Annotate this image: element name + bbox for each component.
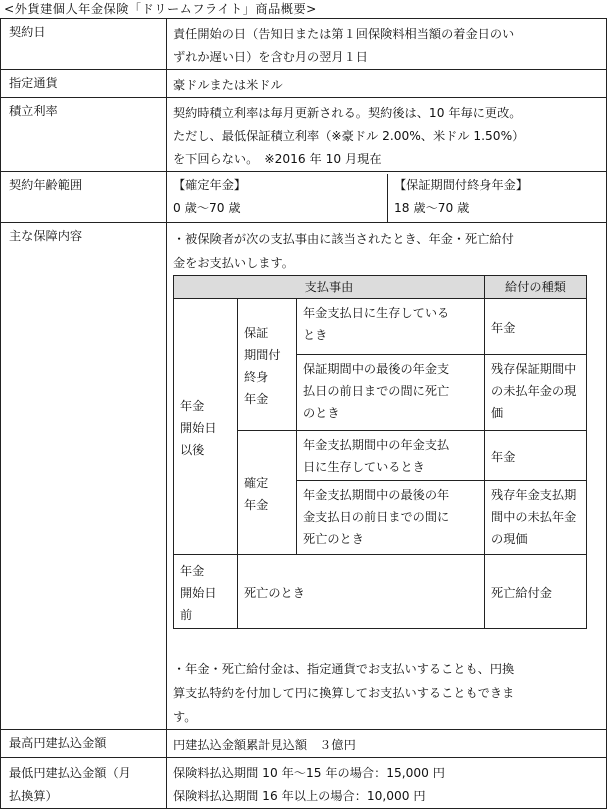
label-age-range: 契約年齢範囲 [1,172,167,223]
age-life-value: 18 歳～70 歳 [394,201,470,215]
age-fixed-head: 【確定年金】 [173,178,247,192]
row-min-premium [1,758,607,809]
reason-before-start-death: 死亡のとき [238,555,485,629]
before-start-label: 年金 開始日 前 [174,555,238,629]
coverage-note: す。 [173,710,197,724]
rate-line: ただし、最低保証積立利率（※豪ドル 2.00%、米ドル 1.50%） [173,129,525,143]
row-contract-date [1,19,607,70]
payout-head-reason: 支払事由 [174,276,485,299]
label-contract-date: 契約日 [1,19,167,70]
row-max-premium [1,730,607,758]
type-fixed-death: 残存年金支払期 間中の未払年金 の現価 [485,481,587,555]
value-rate [167,98,607,172]
value-min-premium [167,758,607,809]
type-guaranteed-death: 残存保証期間中 の未払年金の現 価 [485,355,587,431]
value-max-premium: 円建払込金額累計見込額 ３億円 [167,730,607,758]
page-title: <外貨建個人年金保険「ドリームフライト」商品概要> [4,2,317,16]
contract-date-line: 責任開始の日（告知日または第１回保険料相当額の着金日のい [173,27,515,41]
payout-table [173,275,587,629]
reason-guaranteed-death: 保証期間中の最後の年金支 払日の前日までの間に死亡 のとき [297,355,485,431]
value-coverage [167,223,607,730]
row-age-range [1,172,607,223]
value-currency: 豪ドルまたは米ドル [167,70,607,98]
payout-head-type: 給付の種類 [485,276,587,299]
age-life-annuity [388,174,606,222]
coverage-intro: 金をお支払いします。 [173,256,294,270]
label-min-premium: 最低円建払込金額（月 払換算） [1,758,167,809]
coverage-intro: ・被保険者が次の支払事由に該当されたとき、年金・死亡給付 [173,232,514,246]
label-max-premium: 最高円建払込金額 [1,730,167,758]
fixed-annuity-label: 確定 年金 [238,431,297,555]
age-life-head: 【保証期間付終身年金】 [394,178,529,192]
type-guaranteed-alive: 年金 [485,299,587,355]
reason-guaranteed-alive: 年金支払日に生存している とき [297,299,485,355]
reason-fixed-death: 年金支払期間中の最後の年 金支払日の前日までの間に 死亡のとき [297,481,485,555]
product-summary-table [0,18,607,809]
row-coverage [1,223,607,730]
label-currency: 指定通貨 [1,70,167,98]
min-premium-line: 保険料払込期間 10 年～15 年の場合：15,000 円 [173,766,445,780]
min-premium-line: 保険料払込期間 16 年以上の場合：10,000 円 [173,789,426,803]
type-fixed-alive: 年金 [485,431,587,481]
guaranteed-annuity-label: 保証 期間付 終身 年金 [238,299,297,431]
label-coverage: 主な保障内容 [1,223,167,730]
coverage-note: 算支払特約を付加して円に換算してお支払いすることもできま [173,686,515,700]
value-age-range [167,172,607,223]
row-currency [1,70,607,98]
age-fixed-value: 0 歳～70 歳 [173,201,241,215]
coverage-note: ・年金・死亡給付金は、指定通貨でお支払いすることも、円換 [173,662,515,676]
reason-fixed-alive: 年金支払期間中の年金支払 日に生存しているとき [297,431,485,481]
row-rate [1,98,607,172]
label-rate: 積立利率 [1,98,167,172]
rate-line: を下回らない。 ※2016 年 10 月現在 [173,152,382,166]
after-start-label: 年金 開始日 以後 [174,299,238,555]
contract-date-line: ずれか遅い日）を含む月の翌月１日 [173,50,368,64]
age-fixed-annuity [167,174,388,222]
type-before-start-death: 死亡給付金 [485,555,587,629]
rate-line: 契約時積立利率は毎月更新される。契約後は、10 年毎に更改。 [173,106,522,120]
value-contract-date [167,19,607,70]
